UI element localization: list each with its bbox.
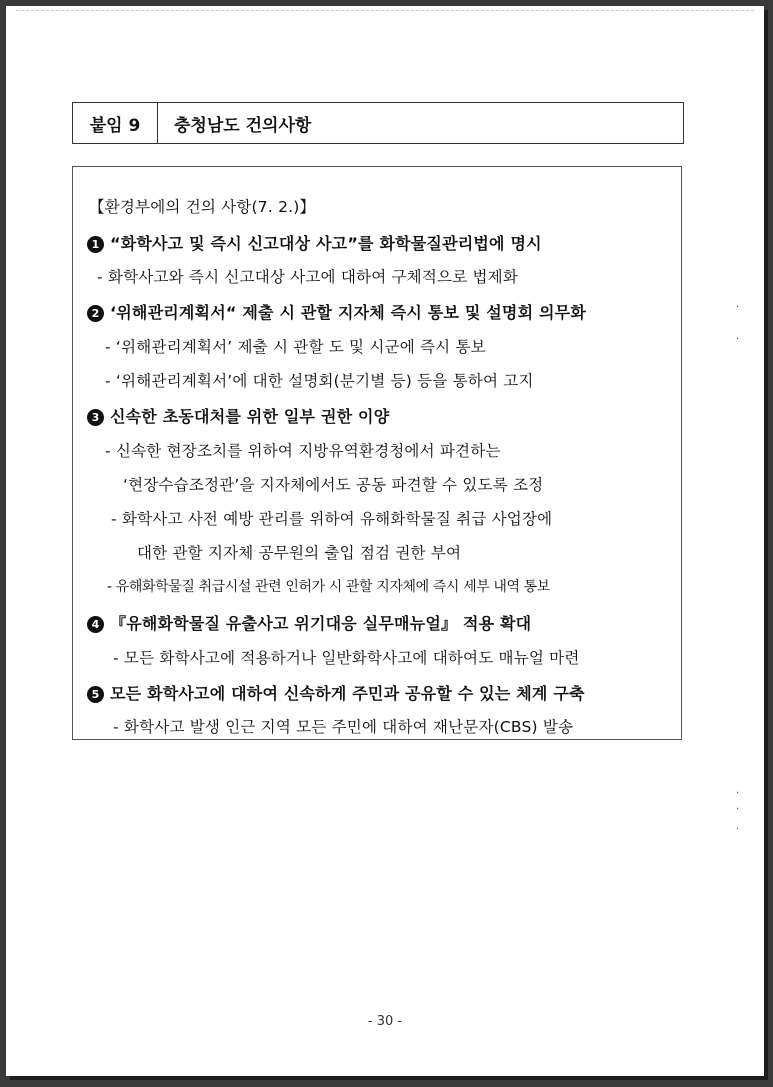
scan-mark: · <box>736 302 740 313</box>
item-4-heading: 4 『유해화학물질 유출사고 위기대응 실무매뉴얼』 적용 확대 <box>87 611 531 634</box>
number-2-icon: 2 <box>87 305 104 322</box>
attachment-title: 충청남도 건의사항 <box>174 115 312 136</box>
document-page <box>6 6 764 1076</box>
page-number: - 30 - <box>367 1014 403 1029</box>
number-3-icon: 3 <box>87 409 104 426</box>
item-3-sub-2-cont: 대한 관할 지자체 공무원의 출입 점검 권한 부여 <box>137 544 462 562</box>
number-1-icon: 1 <box>87 236 104 253</box>
item-4-sub-1: - 모든 화학사고에 적용하거나 일반화학사고에 대하여도 매뉴얼 마련 <box>113 649 580 667</box>
item-3-heading: 3 신속한 초동대처를 위한 일부 권한 이양 <box>87 404 389 427</box>
item-5-heading: 5 모든 화학사고에 대하여 신속하게 주민과 공유할 수 있는 체계 구축 <box>87 681 585 704</box>
number-5-icon: 5 <box>87 686 104 703</box>
item-2-sub-1: - ‘위해관리계획서’ 제출 시 관할 도 및 시군에 즉시 통보 <box>105 338 486 356</box>
scan-mark: · <box>736 334 740 345</box>
item-3-sub-1-cont: ‘현장수습조정관’을 지자체에서도 공동 파견할 수 있도록 조정 <box>123 476 544 494</box>
top-border-line <box>16 10 754 11</box>
attachment-header <box>72 102 684 144</box>
scan-mark: · <box>736 824 740 835</box>
item-3-sub-2: - 화학사고 사전 예방 관리를 위하여 유해화학물질 취급 사업장에 <box>111 510 553 528</box>
item-2-sub-2: - ‘위해관리계획서’에 대한 설명회(분기별 등) 등을 통하여 고지 <box>105 372 534 390</box>
item-5-sub-1: - 화학사고 발생 인근 지역 모든 주민에 대하여 재난문자(CBS) 발송 <box>113 718 574 736</box>
item-2-heading: 2 ‘위해관리계획서“ 제출 시 관할 지자체 즉시 통보 및 설명회 의무화 <box>87 300 586 323</box>
attachment-label: 붙임 9 <box>73 103 158 143</box>
item-3-sub-1: - 신속한 현장조치를 위하여 지방유역환경청에서 파견하는 <box>105 442 501 460</box>
item-1-sub-1: - 화학사고와 즉시 신고대상 사고에 대하여 구체적으로 법제화 <box>97 268 519 286</box>
content-box <box>72 166 682 740</box>
number-4-icon: 4 <box>87 616 104 633</box>
scan-mark: · <box>736 804 740 815</box>
item-3-sub-3: - 유해화학물질 취급시설 관련 인허가 시 관할 지자체에 즉시 세부 내역 통보 <box>107 579 550 595</box>
intro-line: 【환경부에의 건의 사항(7. 2.)】 <box>89 198 316 216</box>
item-1-heading: 1 “화학사고 및 즉시 신고대상 사고”를 화학물질관리법에 명시 <box>87 231 542 254</box>
scan-mark: · <box>736 788 740 799</box>
